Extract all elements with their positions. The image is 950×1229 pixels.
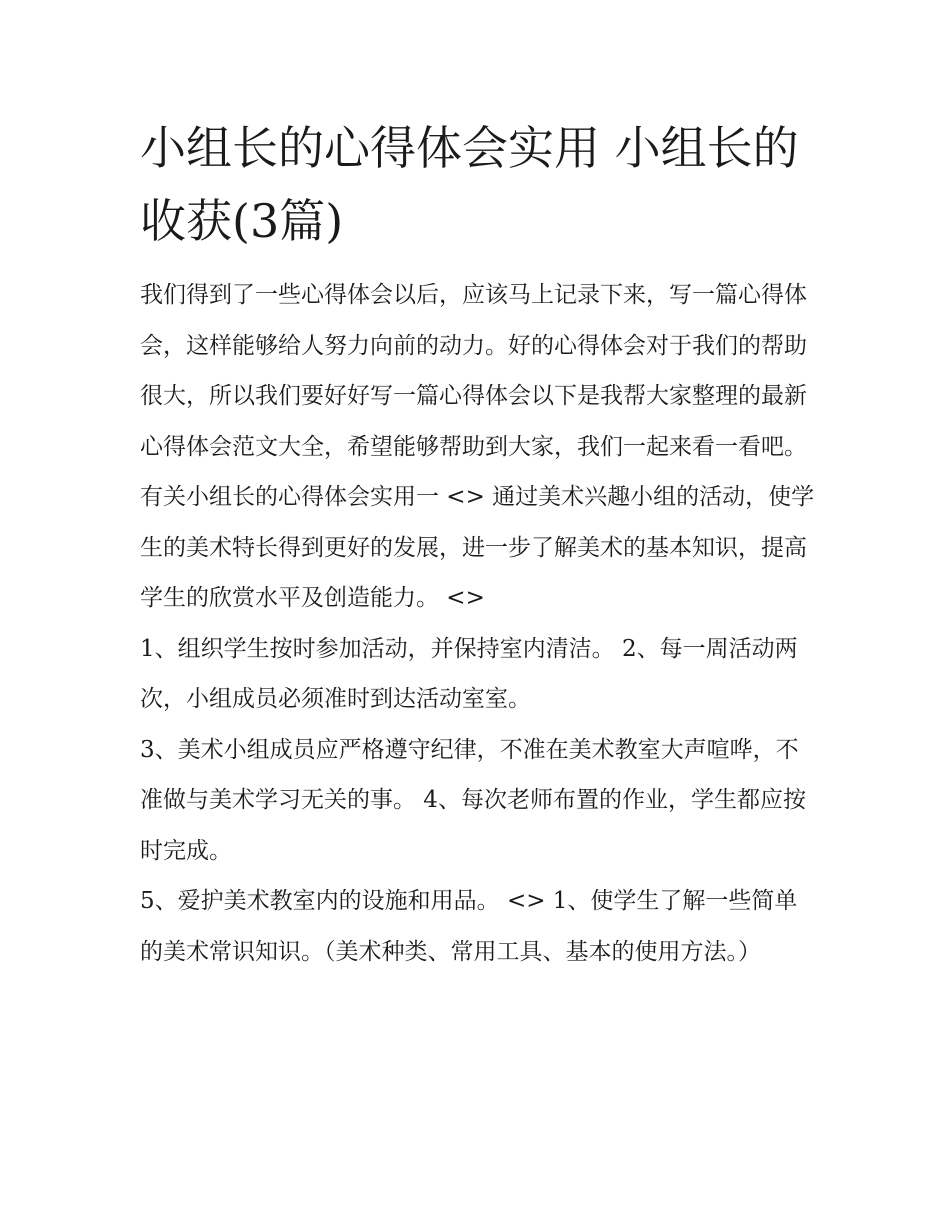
document-title: 小组长的心得体会实用 小组长的收获(3篇) — [140, 121, 799, 248]
rule-paragraph-3-4: 3、美术小组成员应严格遵守纪律，不准在美术教室大声喧哗，不准做与美术学习无关的事。 4、每次老师布置的作业，学生都应按时完成。 — [140, 736, 806, 864]
rule-paragraph-1-2: 1、组织学生按时参加活动，并保持室内清洁。 2、每一周活动两次，小组成员必须准时到达活动室室。 — [140, 635, 798, 712]
purpose-paragraph: 有关小组长的心得体会实用一 <> 通过美术兴趣小组的活动，使学生的美术特长得到更好的发展，进一步了解美术的基本知识，提高学生的欣赏水平及创造能力。 <> — [140, 484, 815, 611]
document-body — [140, 112, 820, 977]
rule-paragraph-5: 5、爱护美术教室内的设施和用品。 <> 1、使学生了解一些简单的美术常识知识。（美术种类、常用工具、基本的使用方法。） — [140, 888, 798, 965]
intro-paragraph: 我们得到了一些心得体会以后，应该马上记录下来，写一篇心得体会，这样能够给人努力向前的动力。好的心得体会对于我们的帮助很大，所以我们要好好写一篇心得体会以下是我帮大家整理的最新心得体会范文大全，希望能够帮助到大家，我们一起来看一看吧。 — [140, 282, 807, 460]
